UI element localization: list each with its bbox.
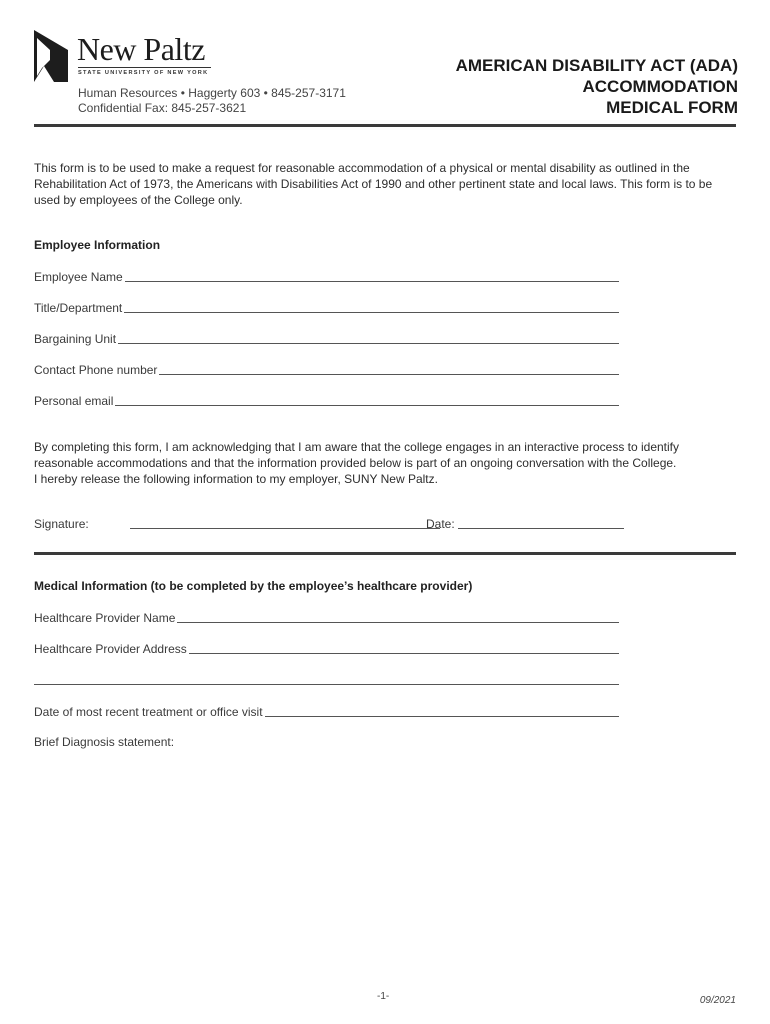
- field-label: Bargaining Unit: [34, 332, 117, 346]
- contact-phone-field[interactable]: [34, 361, 619, 377]
- new-paltz-logo-icon: [34, 30, 68, 82]
- signature-row: [34, 515, 624, 531]
- provider-name-field[interactable]: [34, 609, 619, 625]
- fill-line[interactable]: [159, 374, 619, 375]
- fill-line[interactable]: [177, 622, 619, 623]
- logo-divider: [78, 67, 211, 68]
- fill-line[interactable]: [118, 343, 619, 344]
- section-divider: [34, 552, 736, 555]
- form-title-line: AMERICAN DISABILITY ACT (ADA): [455, 56, 738, 75]
- logo-wordmark: New Paltz: [77, 31, 205, 67]
- signature-line[interactable]: [130, 528, 440, 529]
- provider-address-field[interactable]: [34, 640, 619, 656]
- header-divider: [34, 124, 736, 127]
- fill-line[interactable]: [115, 405, 619, 406]
- field-label: Contact Phone number: [34, 363, 158, 377]
- medical-info-heading: Medical Information (to be completed by the employee’s healthcare provider): [34, 579, 473, 593]
- field-label: Personal email: [34, 394, 114, 408]
- fill-line[interactable]: [125, 281, 619, 282]
- acknowledgement-paragraph: [34, 439, 734, 487]
- diagnosis-label: Brief Diagnosis statement:: [34, 735, 175, 749]
- personal-email-field[interactable]: [34, 392, 619, 408]
- field-label: Healthcare Provider Name: [34, 611, 176, 625]
- fill-line[interactable]: [124, 312, 619, 313]
- fill-line[interactable]: [265, 716, 619, 717]
- date-line[interactable]: [458, 528, 624, 529]
- recent-treatment-date-field[interactable]: [34, 703, 619, 719]
- field-label: Healthcare Provider Address: [34, 642, 187, 656]
- date-label: Date:: [426, 517, 455, 531]
- acknowledgement-line: reasonable accommodations and that the information provided below is part of an ongoing conversation with the College.: [34, 456, 677, 470]
- field-label: Title/Department: [34, 301, 123, 315]
- revision-date: 09/2021: [699, 995, 736, 1006]
- employee-info-heading: Employee Information: [34, 238, 161, 252]
- signature-label: Signature:: [34, 517, 89, 531]
- fill-line[interactable]: [189, 653, 619, 654]
- confidential-fax: Confidential Fax: 845-257-3621: [78, 101, 247, 115]
- employee-name-field[interactable]: [34, 268, 619, 284]
- acknowledgement-line: By completing this form, I am acknowledging that I am aware that the college engages in an interactive process to identify: [34, 440, 680, 454]
- field-label: Employee Name: [34, 270, 123, 284]
- provider-address-line-2[interactable]: [34, 684, 619, 685]
- field-label: Date of most recent treatment or office visit: [34, 705, 263, 719]
- acknowledgement-line: I hereby release the following information to my employer, SUNY New Paltz.: [34, 472, 438, 486]
- title-department-field[interactable]: [34, 299, 619, 315]
- logo-subtitle: STATE UNIVERSITY OF NEW YORK: [78, 70, 209, 76]
- intro-paragraph: This form is to be used to make a request for reasonable accommodation of a physical or mental disability as outlined in the Rehabilitation Act of 1973, the Americans with Disabilities Act of 1990 and other pertinent state and local laws. This form is to be used by employees of the College only.: [34, 161, 713, 207]
- form-title-line: MEDICAL FORM: [606, 98, 738, 117]
- form-title-line: ACCOMMODATION: [582, 77, 738, 96]
- form-title: [456, 55, 738, 118]
- page-number: -1-: [377, 991, 390, 1002]
- bargaining-unit-field[interactable]: [34, 330, 619, 346]
- contact-info: Human Resources • Haggerty 603 • 845-257-3171: [78, 86, 346, 100]
